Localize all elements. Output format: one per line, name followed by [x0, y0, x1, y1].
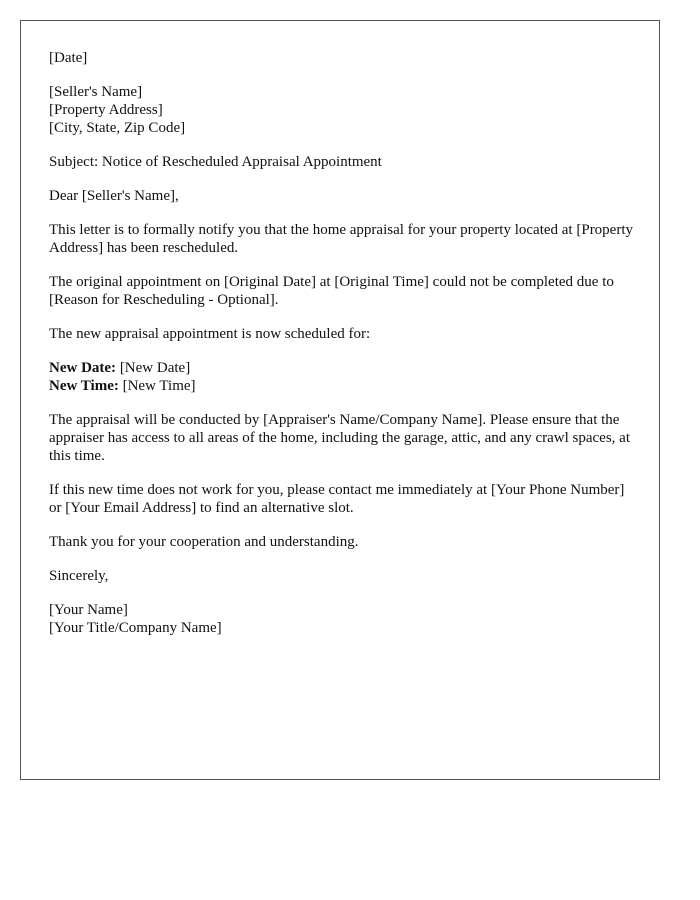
letter-page [20, 20, 660, 780]
new-time-line [49, 377, 633, 395]
new-date-value: [New Date] [116, 360, 191, 376]
closing: Sincerely, [49, 568, 109, 584]
letter-date: [Date] [49, 50, 88, 66]
subject-line: Subject: Notice of Rescheduled Appraisal Appointment [49, 154, 382, 170]
recipient-name: [Seller's Name] [49, 84, 143, 100]
paragraph-thanks: Thank you for your cooperation and understanding. [49, 534, 359, 550]
paragraph-original-appointment: The original appointment on [Original Date] at [Original Time] could not be completed due to [Reason for Rescheduling - Optional]. [49, 274, 614, 308]
signature-name: [Your Name] [49, 602, 128, 618]
paragraph-notification: This letter is to formally notify you that the home appraisal for your property located at [Property Address] has been rescheduled. [49, 222, 634, 256]
new-time-value: [New Time] [118, 378, 196, 394]
paragraph-appraiser-access: The appraisal will be conducted by [Appraiser's Name/Company Name]. Please ensure that the appraiser has access to all areas of the home, including the garage, attic, and any crawl spaces, at this time. [49, 412, 631, 464]
salutation: Dear [Seller's Name], [49, 188, 179, 204]
new-date-label: New Date: [49, 360, 117, 376]
new-schedule-block [49, 359, 633, 395]
new-date-line [49, 359, 633, 377]
letter-content [49, 49, 633, 653]
signature-title: [Your Title/Company Name] [49, 620, 222, 636]
signature-block [49, 601, 633, 637]
recipient-city-state-zip: [City, State, Zip Code] [49, 120, 186, 136]
paragraph-contact: If this new time does not work for you, please contact me immediately at [Your Phone Number] or [Your Email Address] to find an alternative slot. [49, 482, 625, 516]
paragraph-new-schedule-intro: The new appraisal appointment is now scheduled for: [49, 326, 371, 342]
date-block [49, 49, 633, 67]
recipient-address: [Property Address] [49, 102, 163, 118]
new-time-label: New Time: [49, 378, 119, 394]
recipient-address-block [49, 83, 633, 137]
